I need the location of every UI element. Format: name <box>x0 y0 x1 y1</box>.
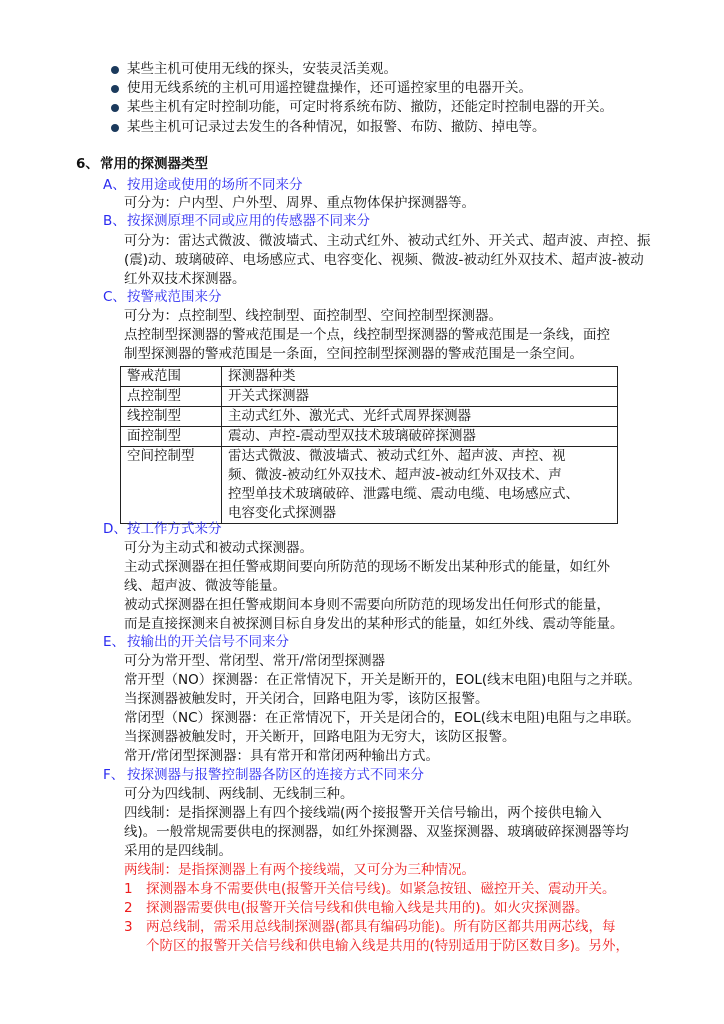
paragraph-line: 可分为：雷达式微波、微波墙式、主动式红外、被动式红外、开关式、超声波、声控、振 <box>124 233 651 249</box>
subsection-b-title: 按探测原理不同或应用的传感器不同来分 <box>127 213 370 229</box>
paragraph-line: (震)动、玻璃破碎、电场感应式、电容变化、视频、微波-被动红外双技术、超声波-被动 <box>124 252 644 268</box>
cell-line: 控型单技术玻璃破碎、泄露电缆、震动电缆、电场感应式、 <box>228 486 579 502</box>
section-number: 6、 <box>76 156 99 172</box>
paragraph-line: 四线制：是指探测器上有四个接线端(两个接报警开关信号输出，两个接供电输入 <box>124 805 602 821</box>
list-item: 探测器需要供电(报警开关信号线和供电输入线是共用的)。如火灾探测器。 <box>146 900 589 916</box>
table-header: 探测器种类 <box>222 367 618 387</box>
subsection-a-label: A、 <box>103 177 126 193</box>
table-cell: 线控制型 <box>121 407 222 427</box>
paragraph-line: 可分为主动式和被动式探测器。 <box>124 540 313 556</box>
bullet-item: 某些主机可记录过去发生的各种情况，如报警、布防、撤防、掉电等。 <box>127 119 546 135</box>
list-item: 个防区的报警开关信号线和供电输入线是共用的(特别适用于防区数目多)。另外， <box>146 938 630 954</box>
paragraph-line: 点控制型探测器的警戒范围是一个点，线控制型探测器的警戒范围是一条线，面控 <box>124 327 610 343</box>
paragraph-line: 红外双技术探测器。 <box>124 271 246 287</box>
list-item: 探测器本身不需要供电(报警开关信号线)。如紧急按钮、磁控开关、震动开关。 <box>146 881 616 897</box>
paragraph-line: 线)。一般常规需要供电的探测器，如红外探测器、双鉴探测器、玻璃破碎探测器等均 <box>124 824 629 840</box>
paragraph-line: 而是直接探测来自被探测目标自身发出的某种形式的能量，如红外线、震动等能量。 <box>124 616 624 632</box>
paragraph-line: 采用的是四线制。 <box>124 843 232 859</box>
bullet-item: 某些主机可使用无线的探头，安装灵活美观。 <box>127 61 397 77</box>
paragraph-line: 可分为常开型、常闭型、常开/常闭型探测器 <box>124 653 386 669</box>
paragraph-line: 可分为四线制、两线制、无线制三种。 <box>124 786 354 802</box>
bullet-item: 使用无线系统的主机可用遥控键盘操作，还可遥控家里的电器开关。 <box>127 80 532 96</box>
table-cell: 主动式红外、激光式、光纤式周界探测器 <box>222 407 618 427</box>
paragraph-line: 可分为：点控制型、线控制型、面控制型、空间控制型探测器。 <box>124 308 502 324</box>
paragraph-line: 当探测器被触发时，开关闭合，回路电阻为零，该防区报警。 <box>124 691 489 707</box>
list-number: 1 <box>124 881 133 897</box>
subsection-f-title: 按探测器与报警控制器各防区的连接方式不同来分 <box>127 767 424 783</box>
paragraph-line: 线、超声波、微波等能量。 <box>124 578 286 594</box>
paragraph-line: 常闭型（NC）探测器：在正常情况下，开关是闭合的，EOL(线末电阻)电阻与之串联。 <box>124 710 640 726</box>
table-header: 警戒范围 <box>121 367 222 387</box>
list-number: 2 <box>124 900 133 916</box>
bullet-icon <box>111 104 119 112</box>
bullet-icon <box>111 66 119 74</box>
subsection-a-title: 按用途或使用的场所不同来分 <box>127 177 303 193</box>
subsection-c-label: C、 <box>103 289 126 305</box>
paragraph-line: 常开/常闭型探测器：具有常开和常闭两种输出方式。 <box>124 748 440 764</box>
table-row <box>121 447 618 524</box>
list-number: 3 <box>124 919 133 935</box>
table-row <box>121 387 618 407</box>
subsection-b-label: B、 <box>103 213 126 229</box>
cell-line: 频、微波-被动红外双技术、超声波-被动红外双技术、声 <box>228 467 562 483</box>
table-cell: 空间控制型 <box>121 447 222 524</box>
subsection-d-title: 按工作方式来分 <box>127 521 222 537</box>
paragraph-line: 常开型（NO）探测器：在正常情况下，开关是断开的，EOL(线末电阻)电阻与之并联。 <box>124 672 641 688</box>
subsection-e-title: 按输出的开关信号不同来分 <box>127 634 289 650</box>
table-cell: 开关式探测器 <box>222 387 618 407</box>
list-item: 两总线制，需采用总线制探测器(都具有编码功能)。所有防区都共用两芯线，每 <box>146 919 616 935</box>
detector-range-table <box>120 366 618 524</box>
bullet-icon <box>111 85 119 93</box>
subsection-f-label: F、 <box>103 767 125 783</box>
paragraph-line: 可分为：户内型、户外型、周界、重点物体保护探测器等。 <box>124 195 475 211</box>
cell-line: 雷达式微波、微波墙式、被动式红外、超声波、声控、视 <box>228 448 566 464</box>
table-cell: 面控制型 <box>121 427 222 447</box>
table-cell: 震动、声控-震动型双技术玻璃破碎探测器 <box>222 427 618 447</box>
table-row <box>121 427 618 447</box>
two-wire-intro: 两线制：是指探测器上有两个接线端，又可分为三种情况。 <box>124 862 475 878</box>
cell-line: 电容变化式探测器 <box>228 505 336 521</box>
subsection-c-title: 按警戒范围来分 <box>127 289 222 305</box>
table-header-row <box>121 367 618 387</box>
subsection-e-label: E、 <box>103 634 126 650</box>
bullet-icon <box>111 124 119 132</box>
paragraph-line: 被动式探测器在担任警戒期间本身则不需要向所防范的现场发出任何形式的能量， <box>124 597 610 613</box>
section-title: 常用的探测器类型 <box>100 156 208 172</box>
paragraph-line: 主动式探测器在担任警戒期间要向所防范的现场不断发出某种形式的能量，如红外 <box>124 559 610 575</box>
paragraph-line: 当探测器被触发时，开关断开，回路电阻为无穷大，该防区报警。 <box>124 729 516 745</box>
subsection-d-label: D、 <box>103 521 127 537</box>
table-cell <box>222 447 618 524</box>
bullet-item: 某些主机有定时控制功能，可定时将系统布防、撤防，还能定时控制电器的开关。 <box>127 99 613 115</box>
table-row <box>121 407 618 427</box>
table-cell: 点控制型 <box>121 387 222 407</box>
paragraph-line: 制型探测器的警戒范围是一条面，空间控制型探测器的警戒范围是一条空间。 <box>124 346 583 362</box>
